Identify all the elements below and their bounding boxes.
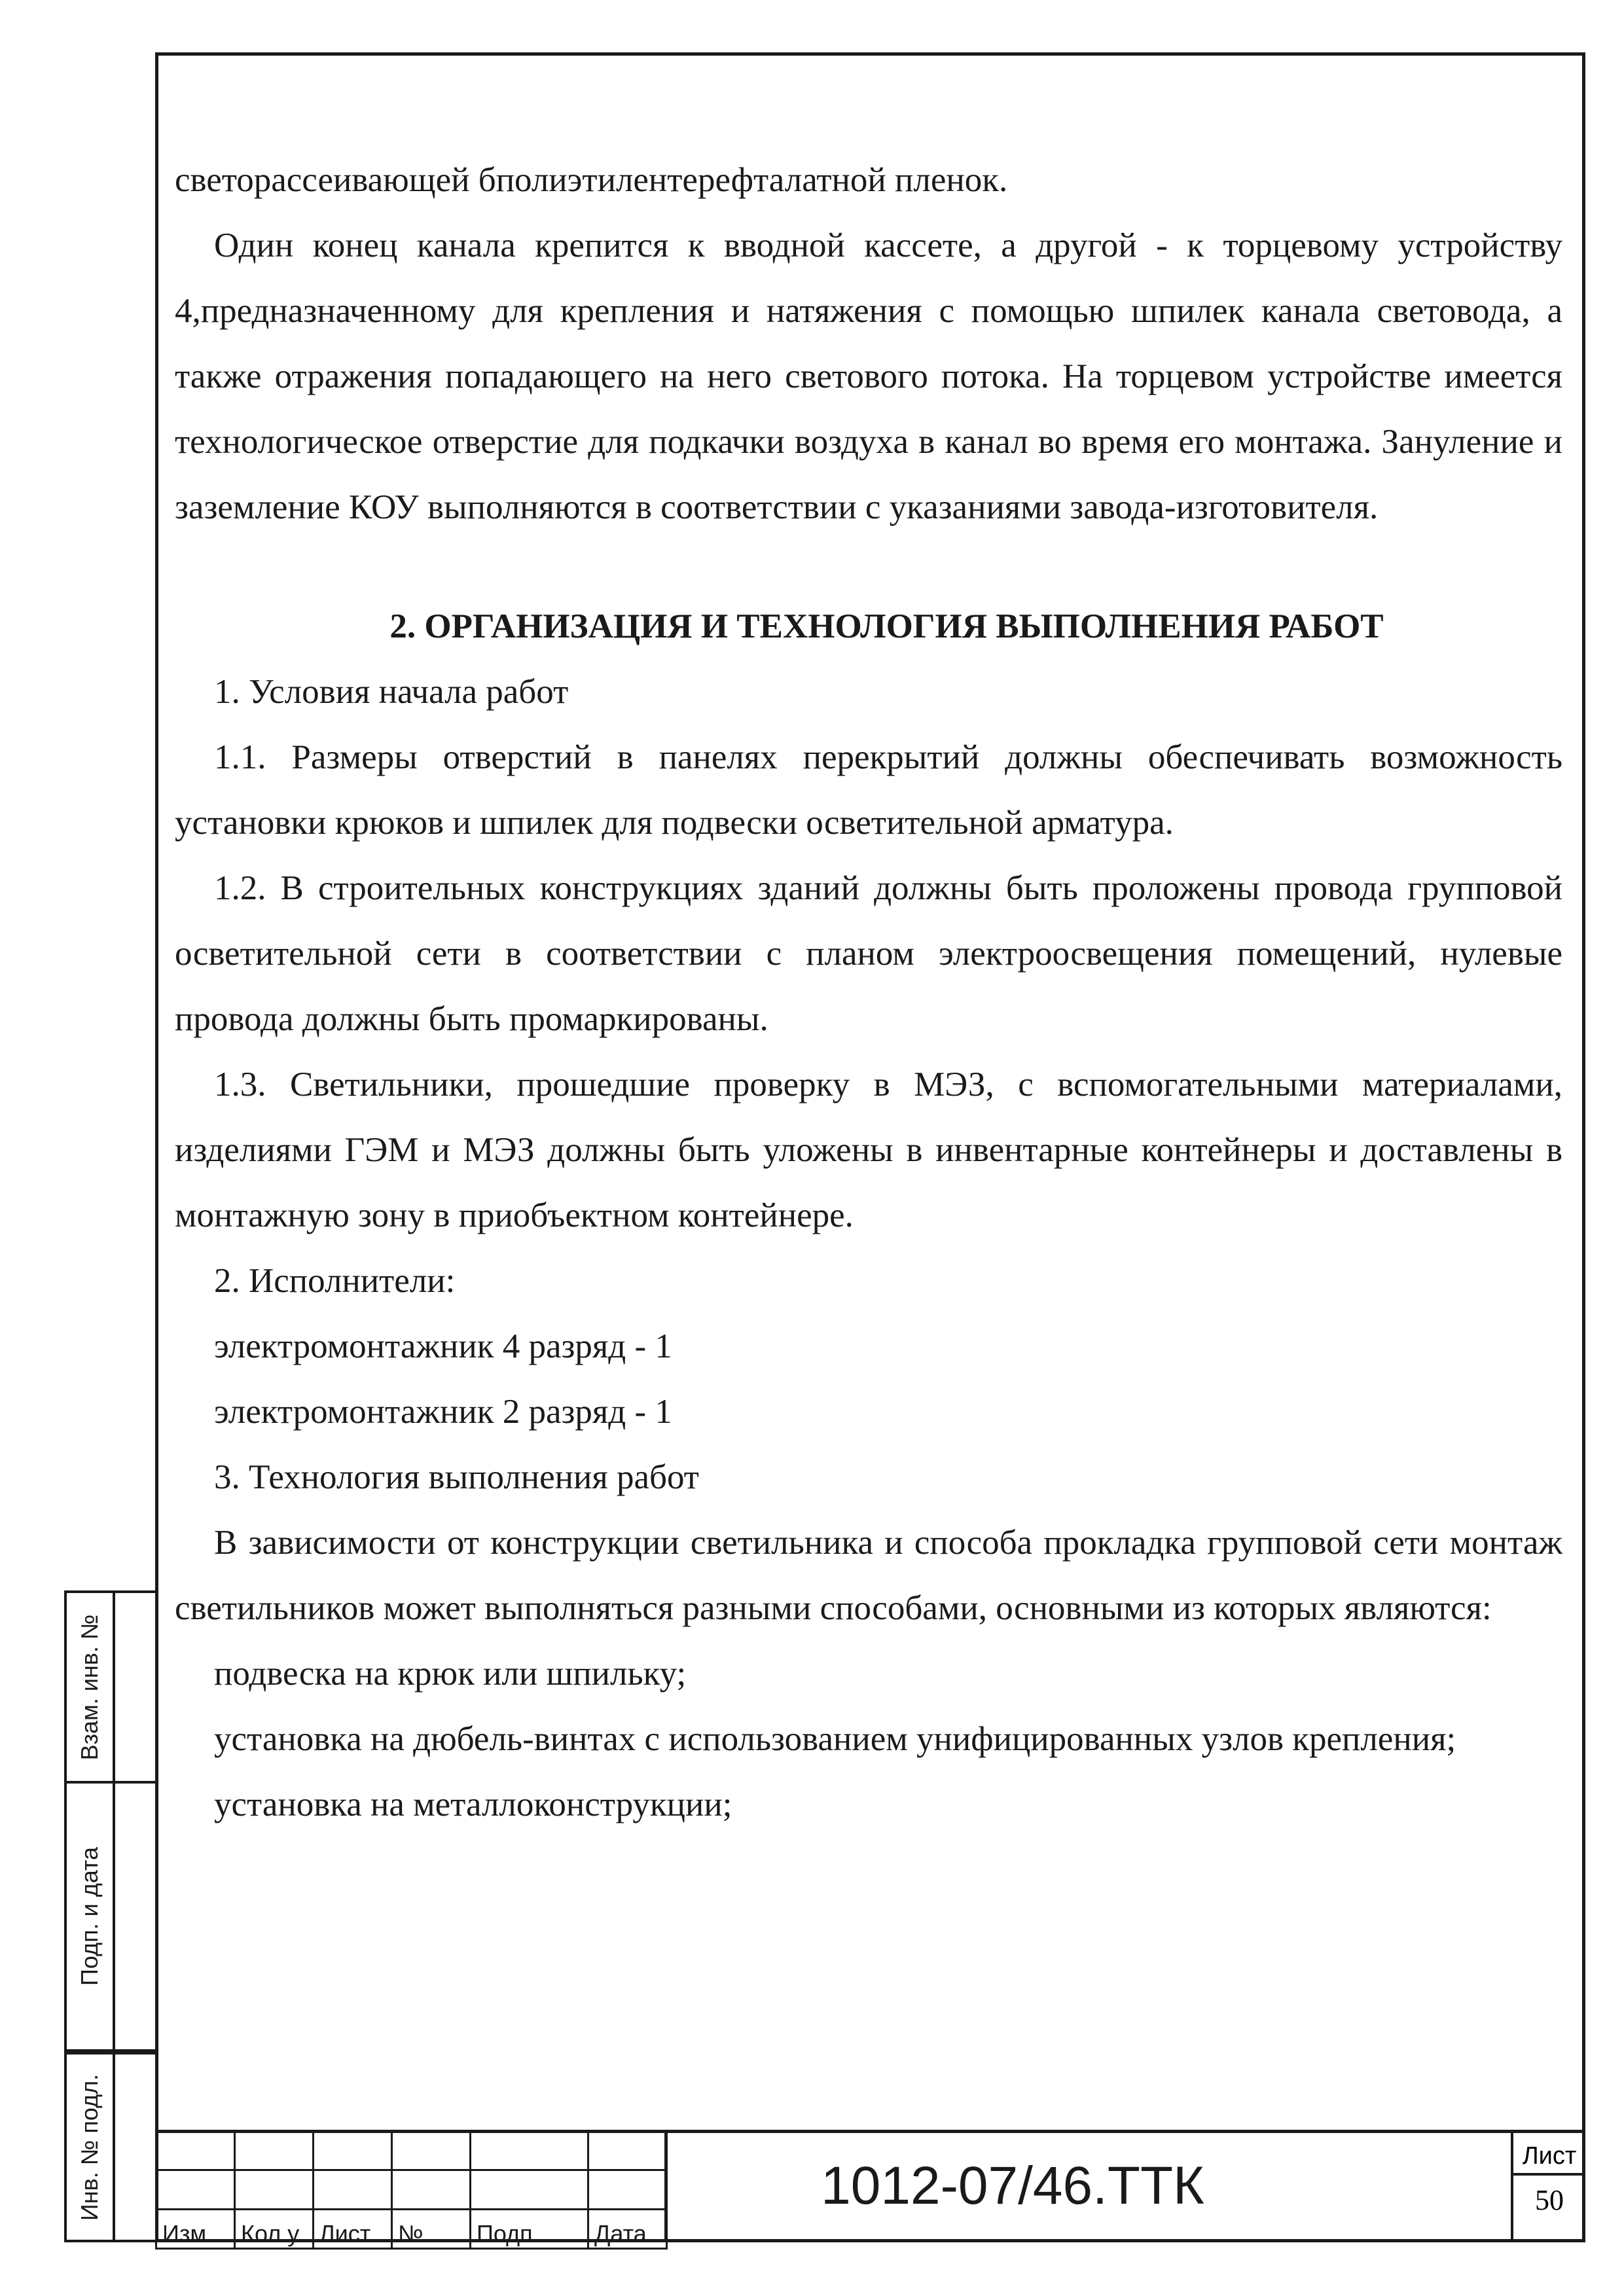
paragraph: 1.2. В строительных конструкциях зданий должны быть проложены провода групповой осветительной сети в соответствии с планом электроосвещения помещений, нулевые провода должны быть промаркированы. <box>175 869 1562 1038</box>
section-heading: 2. ОРГАНИЗАЦИЯ И ТЕХНОЛОГИЯ ВЫПОЛНЕНИЯ РАБОТ <box>389 607 1384 645</box>
sheet-number-box <box>1511 2130 1585 2242</box>
header-podp: Подп. <box>471 2210 588 2249</box>
paragraph: Один конец канала крепится к вводной кассете, а другой - к торцевому устройству 4,предназначенному для крепления и натяжения с помощью шпилек канала световода, а также отражения попадающего на него светового потока. На торцевом устройстве имеется технологическое отверстие для подкачки воздуха в канал во время его монтажа. Зануление и заземление КОУ выполняются в соответствии с указаниями завода-изготовителя. <box>175 226 1562 526</box>
paragraph: В зависимости от конструкции светильника и способа прокладка групповой сети монтаж светильников может выполняться разными способами, основными из которых являются: <box>175 1524 1562 1627</box>
paragraph: 1. Условия начала работ <box>214 673 569 711</box>
sheet-number: 50 <box>1535 2184 1564 2216</box>
sheet-label: Лист <box>1513 2130 1585 2176</box>
side-stamp-label: Инв. № подл. <box>76 2073 103 2221</box>
document-code: 1012-07/46.ТТК <box>821 2156 1204 2215</box>
header-data: Дата <box>588 2210 667 2249</box>
paragraph: 1.1. Размеры отверстий в панелях перекрытий должны обеспечивать возможность установки крюков и шпилек для подвески осветительной арматура. <box>175 738 1562 842</box>
side-stamp-inv-podl <box>64 2052 156 2242</box>
paragraph: установка на металлоконструкции; <box>214 1785 732 1823</box>
header-doc-number: № <box>392 2210 471 2249</box>
paragraph: 2. Исполнители: <box>214 1262 456 1300</box>
paragraph: установка на дюбель-винтах с использованием унифицированных узлов крепления; <box>214 1720 1456 1758</box>
paragraph: светорассеивающей бполиэтилентерефталатной пленок. <box>175 161 1008 199</box>
revision-table <box>155 2130 668 2250</box>
title-block <box>155 2130 1585 2247</box>
header-kol-uch: Кол.у <box>235 2210 314 2249</box>
header-list: Лист <box>314 2210 392 2249</box>
side-stamp-label: Взам. инв. № <box>76 1613 103 1761</box>
document-body <box>175 147 1562 1837</box>
side-stamp-label: Подп. и дата <box>76 1846 103 1986</box>
paragraph: 1.3. Светильники, прошедшие проверку в МЭЗ, с вспомогательными материалами, изделиями ГЭМ и МЭЗ должны быть уложены в инвентарные контейнеры и доставлены в монтажную зону в приобъектном контейнере. <box>175 1066 1562 1234</box>
paragraph: электромонтажник 4 разряд - 1 <box>214 1327 672 1365</box>
paragraph: 3. Технология выполнения работ <box>214 1458 699 1496</box>
side-stamp-vzam-inv <box>64 1590 156 1784</box>
paragraph: электромонтажник 2 разряд - 1 <box>214 1393 672 1431</box>
side-stamp-podp-data <box>64 1784 156 2052</box>
paragraph: подвеска на крюк или шпильку; <box>214 1655 687 1693</box>
header-izm: Изм <box>156 2210 235 2249</box>
